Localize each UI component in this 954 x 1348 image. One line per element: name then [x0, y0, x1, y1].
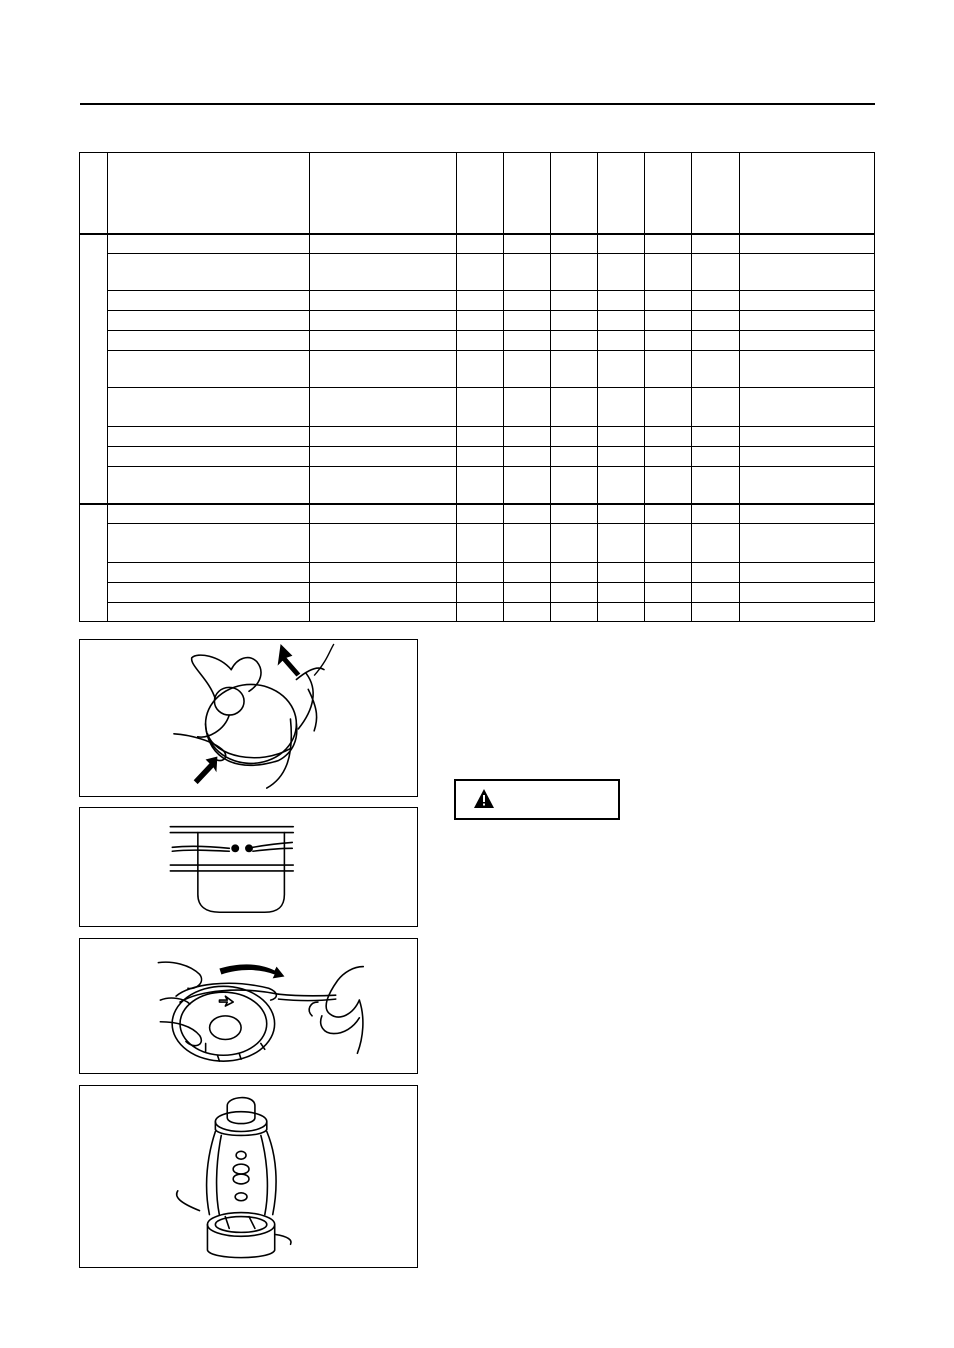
table-row	[80, 504, 875, 524]
table-row	[80, 234, 875, 254]
table-header-cell	[551, 153, 598, 234]
table-cell	[692, 291, 740, 311]
table-cell	[551, 583, 598, 603]
table-cell	[108, 583, 310, 603]
table-cell	[645, 254, 692, 291]
table-cell	[108, 311, 310, 331]
table-cell	[504, 291, 551, 311]
table-cell	[740, 351, 875, 388]
table-cell	[108, 504, 310, 524]
table-cell	[692, 447, 740, 467]
table-cell	[645, 467, 692, 504]
table-cell	[457, 504, 504, 524]
table-cell	[740, 234, 875, 254]
table-row	[80, 603, 875, 622]
table-cell	[504, 427, 551, 447]
table-cell	[645, 524, 692, 563]
table-cell	[310, 388, 457, 427]
table-cell	[457, 563, 504, 583]
table-cell	[457, 291, 504, 311]
table-cell	[551, 254, 598, 291]
table-cell	[692, 583, 740, 603]
table-cell	[108, 524, 310, 563]
table-row	[80, 427, 875, 447]
table-cell	[598, 563, 645, 583]
table-cell	[645, 427, 692, 447]
table-cell	[457, 234, 504, 254]
table-cell	[551, 234, 598, 254]
table-cell	[692, 311, 740, 331]
table-cell	[504, 504, 551, 524]
table-row	[80, 291, 875, 311]
table-header-cell	[310, 153, 457, 234]
table-cell	[740, 504, 875, 524]
table-cell	[457, 388, 504, 427]
table-cell	[108, 563, 310, 583]
header-rule	[80, 103, 875, 105]
table-cell	[645, 234, 692, 254]
table-cell	[108, 291, 310, 311]
table-row	[80, 254, 875, 291]
table-row	[80, 331, 875, 351]
table-header-cell	[740, 153, 875, 234]
table-cell	[108, 254, 310, 291]
table-cell	[504, 603, 551, 622]
table-cell	[504, 234, 551, 254]
table-cell	[598, 467, 645, 504]
table-header-cell	[692, 153, 740, 234]
table-cell	[504, 351, 551, 388]
table-cell	[598, 234, 645, 254]
table-cell	[598, 447, 645, 467]
table-cell	[645, 351, 692, 388]
table-row	[80, 447, 875, 467]
table-cell	[504, 254, 551, 291]
table-cell	[692, 234, 740, 254]
table-cell	[740, 331, 875, 351]
table-cell	[740, 583, 875, 603]
table-cell	[504, 388, 551, 427]
table-cell	[551, 427, 598, 447]
table-cell	[645, 388, 692, 427]
table-cell	[551, 311, 598, 331]
table-cell	[740, 427, 875, 447]
table-row	[80, 524, 875, 563]
table-cell	[504, 583, 551, 603]
table-cell	[457, 524, 504, 563]
table-cell	[551, 331, 598, 351]
warning-box	[454, 779, 620, 820]
table-cell	[310, 603, 457, 622]
table-cell	[310, 291, 457, 311]
table-cell	[645, 447, 692, 467]
table-cell	[504, 311, 551, 331]
table-cell	[504, 524, 551, 563]
table-cell	[457, 603, 504, 622]
hand-pressing-trimmer-head-tabs-icon	[80, 640, 417, 796]
table-row	[80, 467, 875, 504]
table-cell	[504, 467, 551, 504]
table-cell	[551, 603, 598, 622]
table-cell	[310, 234, 457, 254]
table-cell	[645, 583, 692, 603]
table-cell	[108, 351, 310, 388]
table-header-cell	[598, 153, 645, 234]
line-through-eyelet-icon	[80, 808, 417, 926]
table-row	[80, 583, 875, 603]
table-cell	[310, 311, 457, 331]
warning-triangle-icon	[473, 788, 495, 810]
trimmer-head-exploded-assembly-icon	[80, 1086, 417, 1267]
table-cell	[740, 388, 875, 427]
figure-panel-4	[79, 1085, 418, 1268]
table-cell	[692, 563, 740, 583]
figure-panel-2	[79, 807, 418, 927]
table-cell	[551, 388, 598, 427]
table-cell	[457, 427, 504, 447]
table-cell	[310, 447, 457, 467]
table-cell	[740, 524, 875, 563]
table-cell	[504, 447, 551, 467]
table-header-cell	[80, 153, 108, 234]
table-cell	[551, 467, 598, 504]
table-cell	[551, 447, 598, 467]
table-cell	[598, 524, 645, 563]
table-cell	[598, 388, 645, 427]
table-cell	[108, 447, 310, 467]
table-header-cell	[108, 153, 310, 234]
table-cell	[598, 603, 645, 622]
table-cell	[310, 524, 457, 563]
table-row	[80, 351, 875, 388]
table-group-cell	[80, 504, 108, 622]
table-row	[80, 311, 875, 331]
table-cell	[108, 331, 310, 351]
table-cell	[551, 291, 598, 311]
table-cell	[692, 388, 740, 427]
table-cell	[740, 311, 875, 331]
maintenance-table	[79, 152, 875, 622]
table-cell	[457, 583, 504, 603]
table-cell	[551, 524, 598, 563]
table-cell	[310, 563, 457, 583]
table-cell	[598, 351, 645, 388]
table-cell	[108, 234, 310, 254]
table-cell	[310, 504, 457, 524]
figure-panel-3	[79, 938, 418, 1074]
table-cell	[598, 427, 645, 447]
table-header-row	[80, 153, 875, 234]
table-cell	[598, 504, 645, 524]
table-cell	[504, 563, 551, 583]
table-cell	[310, 467, 457, 504]
table-cell	[457, 331, 504, 351]
table-cell	[692, 524, 740, 563]
table-row	[80, 388, 875, 427]
table-cell	[310, 254, 457, 291]
table-cell	[692, 351, 740, 388]
table-cell	[645, 331, 692, 351]
table-header-cell	[504, 153, 551, 234]
table-cell	[457, 467, 504, 504]
table-cell	[108, 427, 310, 447]
table-cell	[598, 291, 645, 311]
table-cell	[692, 254, 740, 291]
table-cell	[598, 331, 645, 351]
table-cell	[551, 504, 598, 524]
figure-panel-1	[79, 639, 418, 797]
table-cell	[692, 603, 740, 622]
table-cell	[692, 467, 740, 504]
table-header-cell	[645, 153, 692, 234]
table-row	[80, 563, 875, 583]
table-cell	[740, 447, 875, 467]
table-cell	[740, 291, 875, 311]
table-cell	[310, 351, 457, 388]
table-cell	[108, 467, 310, 504]
table-cell	[645, 563, 692, 583]
table-header-cell	[457, 153, 504, 234]
table-cell	[457, 447, 504, 467]
table-cell	[645, 603, 692, 622]
table-cell	[457, 351, 504, 388]
table-cell	[598, 583, 645, 603]
winding-line-on-spool-icon	[80, 939, 417, 1073]
table-cell	[551, 563, 598, 583]
table-cell	[692, 427, 740, 447]
table-cell	[310, 331, 457, 351]
table-cell	[457, 311, 504, 331]
table-cell	[457, 254, 504, 291]
table-cell	[310, 427, 457, 447]
table-cell	[645, 504, 692, 524]
table-cell	[598, 311, 645, 331]
table-group-cell	[80, 234, 108, 504]
table-cell	[740, 563, 875, 583]
table-cell	[645, 311, 692, 331]
table-cell	[504, 331, 551, 351]
table-cell	[310, 583, 457, 603]
table-cell	[740, 254, 875, 291]
table-cell	[108, 603, 310, 622]
table-cell	[551, 351, 598, 388]
table-cell	[645, 291, 692, 311]
table-cell	[108, 388, 310, 427]
table-cell	[692, 504, 740, 524]
table-cell	[740, 467, 875, 504]
table-cell	[598, 254, 645, 291]
table-cell	[740, 603, 875, 622]
table-cell	[692, 331, 740, 351]
